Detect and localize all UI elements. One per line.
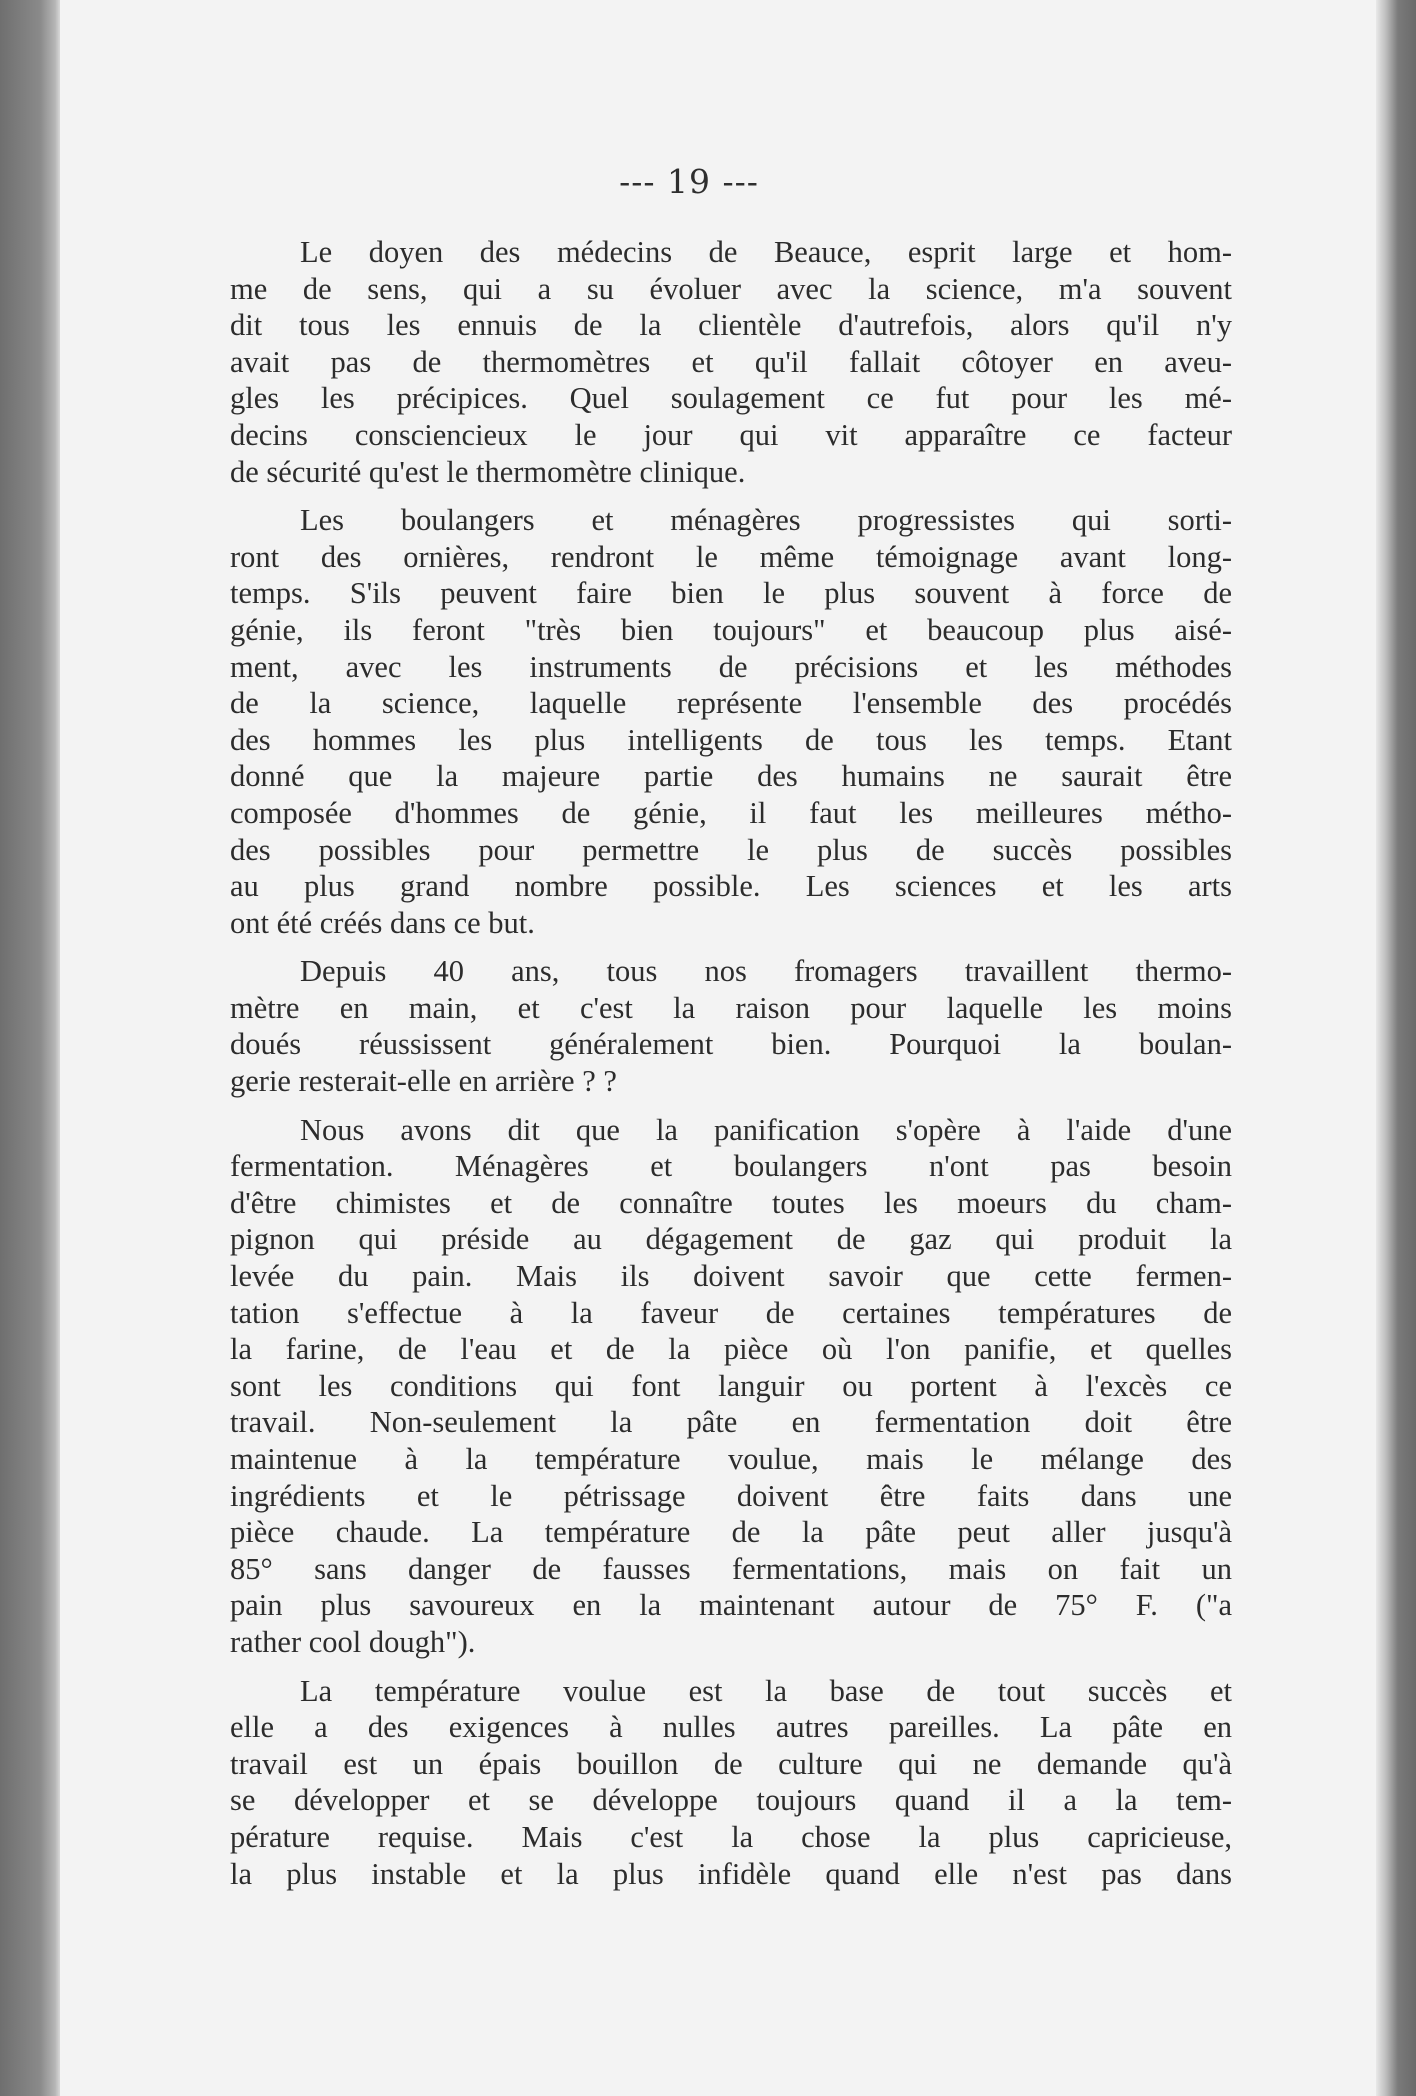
text-line: pignon qui préside au dégagement de gaz qui produit la (230, 1222, 1232, 1257)
text-line: maintenue à la température voulue, mais le mélange des (230, 1442, 1232, 1476)
text-line: doués réussissent généralement bien. Pourquoi la boulan- (230, 1027, 1232, 1062)
text-line: fermentation. Ménagères et boulangers n'ont pas besoin (230, 1149, 1232, 1184)
text-line: me de sens, qui a su évoluer avec la science, m'a souvent (230, 271, 1232, 306)
text-line: ont été créés dans ce but. (230, 905, 535, 940)
text-line: des possibles pour permettre le plus de succès possibles (230, 832, 1232, 867)
text-line: la farine, de l'eau et de la pièce où l'on panifie, et quelles (230, 1332, 1232, 1367)
text-line: pérature requise. Mais c'est la chose la plus capricieuse, (230, 1819, 1232, 1854)
text-line: ment, avec les instruments de précisions et les méthodes (230, 649, 1232, 684)
text-line: tation s'effectue à la faveur de certaines températures de (230, 1295, 1232, 1330)
text-line: Le doyen des médecins de Beauce, esprit large et hom- (300, 235, 1232, 269)
scan-binding-edge (0, 0, 60, 2096)
text-line: 85° sans danger de fausses fermentations, mais on fait un (230, 1551, 1232, 1586)
text-line: ront des ornières, rendront le même témoignage avant long- (230, 539, 1232, 574)
paragraph (230, 953, 1232, 1099)
text-line: travail. Non-seulement la pâte en fermentation doit être (230, 1405, 1232, 1440)
text-line: Les boulangers et ménagères progressistes qui sorti- (300, 503, 1232, 538)
text-line: des hommes les plus intelligents de tous les temps. Etant (230, 722, 1232, 757)
text-line: Nous avons dit que la panification s'opère à l'aide d'une (300, 1112, 1232, 1147)
text-line: levée du pain. Mais ils doivent savoir que cette fermen- (230, 1259, 1232, 1294)
body-text (230, 234, 1232, 1904)
text-line: gerie resterait-elle en arrière ? ? (230, 1064, 617, 1099)
text-line: dit tous les ennuis de la clientèle d'autrefois, alors qu'il n'y (230, 308, 1232, 343)
book-page (60, 0, 1376, 2096)
paragraph (230, 1673, 1232, 1893)
text-line: avait pas de thermomètres et qu'il fallait côtoyer en aveu- (230, 344, 1232, 379)
text-line: de sécurité qu'est le thermomètre clinique. (230, 454, 746, 489)
text-line: travail est un épais bouillon de culture qui ne demande qu'à (230, 1746, 1232, 1781)
text-line: sont les conditions qui font languir ou portent à l'excès ce (230, 1368, 1232, 1403)
paragraph (230, 1112, 1232, 1661)
text-line: composée d'hommes de génie, il faut les meilleures métho- (230, 795, 1232, 830)
paragraph (230, 502, 1232, 941)
page-number: --- 19 --- (619, 162, 759, 201)
text-line: temps. S'ils peuvent faire bien le plus souvent à force de (230, 576, 1232, 611)
text-line: pièce chaude. La température de la pâte peut aller jusqu'à (230, 1515, 1232, 1550)
text-line: decins consciencieux le jour qui vit apparaître ce facteur (230, 417, 1232, 452)
text-line: génie, ils feront "très bien toujours" et beaucoup plus aisé- (230, 612, 1232, 647)
text-line: se développer et se développe toujours quand il a la tem- (230, 1783, 1232, 1818)
text-line: mètre en main, et c'est la raison pour laquelle les moins (230, 990, 1232, 1025)
text-line: de la science, laquelle représente l'ensemble des procédés (230, 686, 1232, 721)
text-line: elle a des exigences à nulles autres pareilles. La pâte en (230, 1710, 1232, 1745)
scan-page-edge (1376, 0, 1416, 2096)
text-line: ingrédients et le pétrissage doivent être faits dans une (230, 1478, 1232, 1513)
text-line: pain plus savoureux en la maintenant autour de 75° F. ("a (230, 1588, 1232, 1623)
text-line: la plus instable et la plus infidèle quand elle n'est pas dans (230, 1856, 1232, 1891)
text-line: gles les précipices. Quel soulagement ce fut pour les mé- (230, 381, 1232, 416)
paragraph (230, 234, 1232, 490)
text-line: d'être chimistes et de connaître toutes les moeurs du cham- (230, 1185, 1232, 1220)
text-line: La température voulue est la base de tout succès et (300, 1673, 1232, 1708)
text-line: donné que la majeure partie des humains ne saurait être (230, 759, 1232, 794)
text-line: Depuis 40 ans, tous nos fromagers travaillent thermo- (300, 954, 1232, 989)
text-line: au plus grand nombre possible. Les sciences et les arts (230, 869, 1232, 904)
text-line: rather cool dough"). (230, 1624, 476, 1659)
